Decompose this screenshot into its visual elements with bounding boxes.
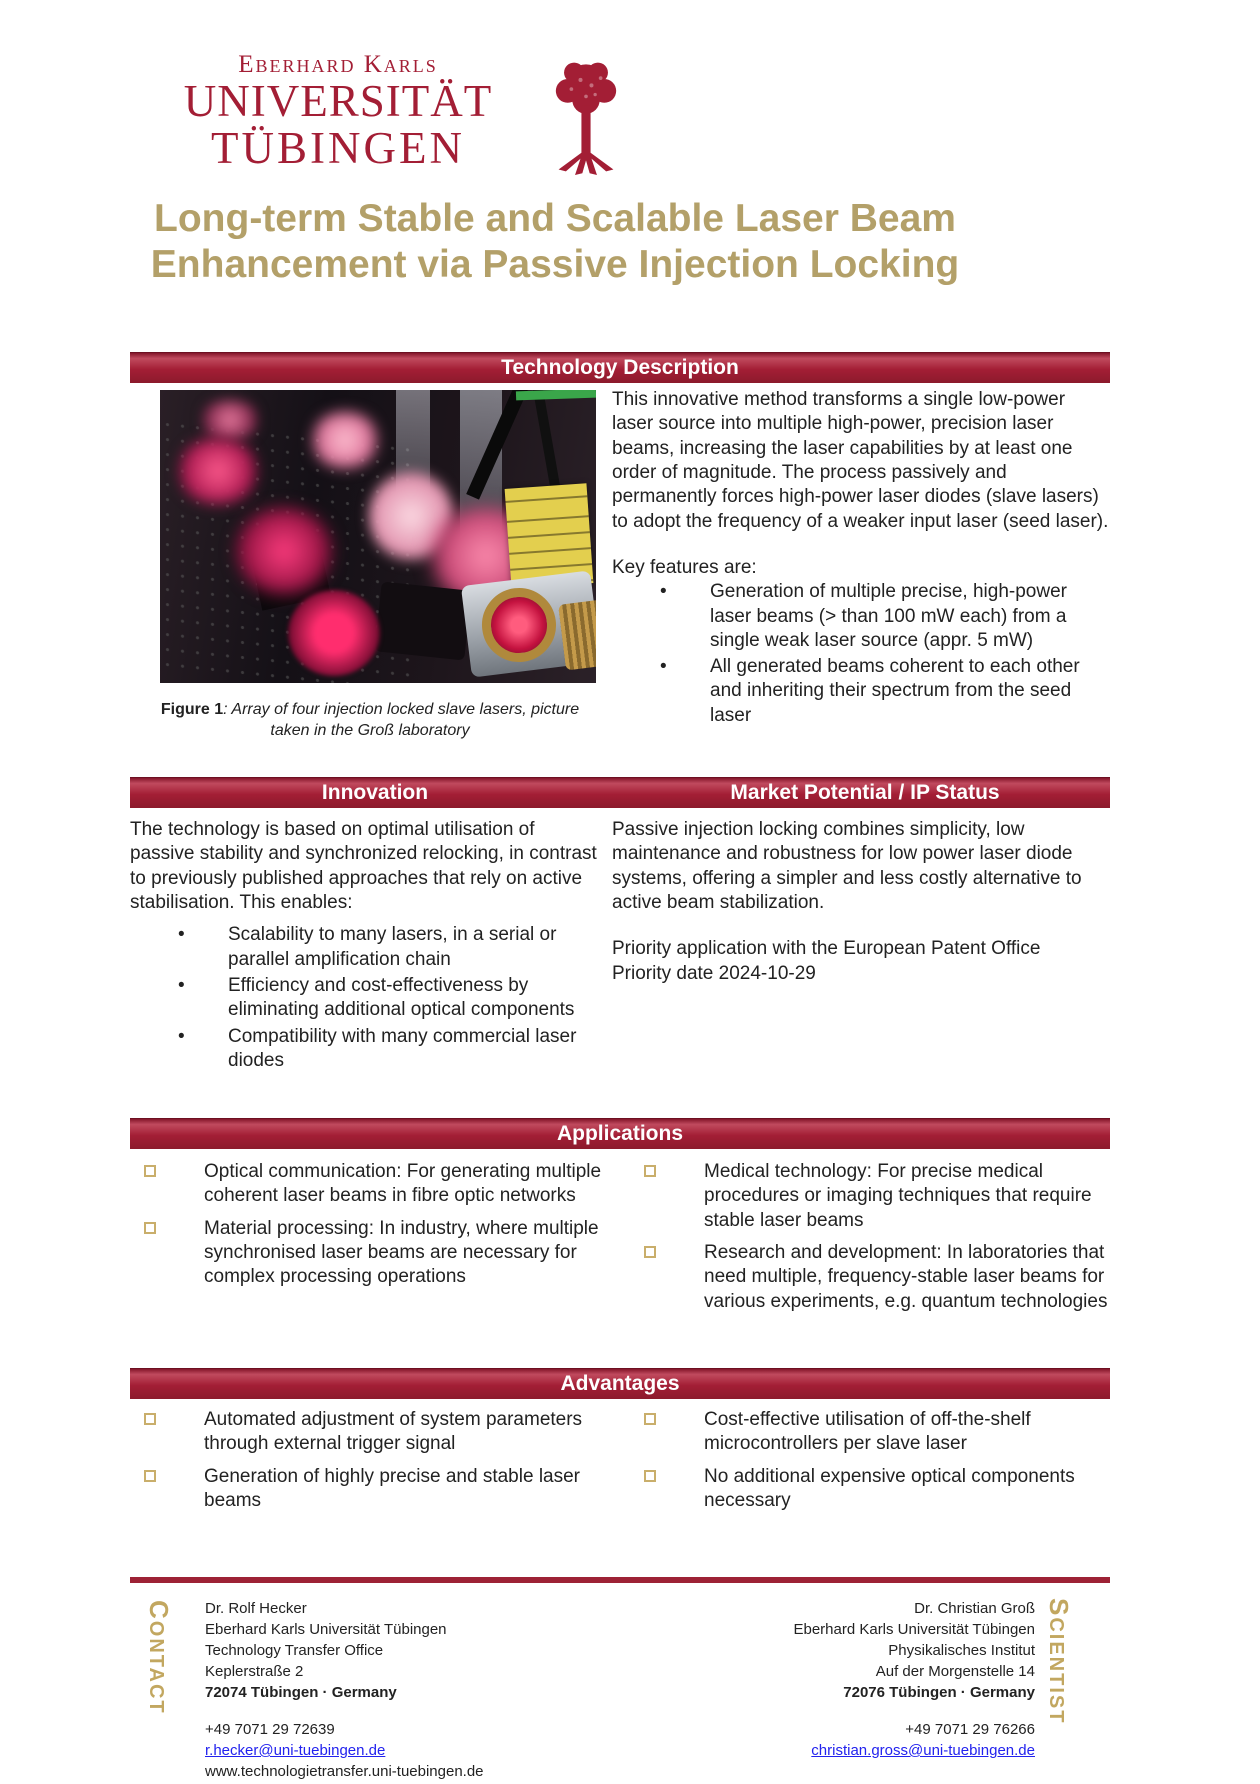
- key-features-label: Key features are:: [612, 556, 757, 578]
- bullet-icon: •: [660, 656, 667, 678]
- list-item-text: Generation of multiple precise, high-power laser beams (> than 100 mW each) from a single weak laser source (appr. 5 mW): [710, 581, 1067, 651]
- market-paragraph: Passive injection locking combines simplicity, low maintenance and robustness for low power laser diode systems, offering a simpler and less costly alternative to active beam stabilization.: [612, 819, 1082, 913]
- key-features-list: [612, 580, 1110, 728]
- bullet-icon: •: [178, 974, 185, 996]
- contact-block: [205, 1598, 535, 1782]
- scientist-street: Auf der Morgenstelle 14: [875, 1663, 1035, 1680]
- figure-caption: [140, 700, 600, 742]
- contact-email-link[interactable]: r.hecker@uni-tuebingen.de: [205, 1742, 386, 1759]
- university-wordmark: [178, 52, 498, 171]
- split-banner-row: [130, 777, 1110, 808]
- glowing-lens: [288, 590, 380, 676]
- contact-vertical-label: CONTACT: [144, 1600, 174, 1715]
- bullet-icon: •: [178, 924, 185, 946]
- scientist-email-link[interactable]: christian.gross@uni-tuebingen.de: [811, 1742, 1035, 1759]
- list-item-text: Research and development: In laboratories that need multiple, frequency-stable laser beams for various experiments, e.g. quantum technologies: [704, 1241, 1108, 1312]
- square-bullet-icon: [644, 1470, 656, 1482]
- section-header-applications: Applications: [130, 1118, 1110, 1149]
- list-item: [630, 1160, 1110, 1233]
- list-item-text: No additional expensive optical components necessary: [704, 1465, 1075, 1511]
- square-bullet-icon: [144, 1470, 156, 1482]
- square-bullet-icon: [144, 1222, 156, 1234]
- list-item: [630, 1465, 1110, 1514]
- list-item-text: Medical technology: For precise medical procedures or imaging techniques that require stable laser beams: [704, 1161, 1092, 1231]
- innovation-list: [130, 923, 602, 1073]
- list-item-text: Generation of highly precise and stable laser beams: [204, 1465, 581, 1511]
- square-bullet-icon: [144, 1413, 156, 1425]
- innovation-paragraph: The technology is based on optimal utilisation of passive stability and synchronized relocking, in contrast to previously published approaches that rely on active stabilisation. This enables:: [130, 819, 597, 913]
- laser-glow: [310, 412, 380, 468]
- list-item-text: Optical communication: For generating multiple coherent laser beams in fibre optic networks: [204, 1161, 602, 1207]
- scientist-vertical-label: SCIENTIST: [1044, 1598, 1074, 1725]
- list-item-text: Cost-effective utilisation of off-the-shelf microcontrollers per slave laser: [704, 1409, 1031, 1455]
- contact-street: Keplerstraße 2: [205, 1663, 304, 1680]
- priority-application-line: Priority application with the European Patent Office: [612, 938, 1041, 960]
- wordmark-line-2: UNIVERSITÄT: [183, 76, 493, 126]
- optic-mount: [375, 581, 472, 660]
- scientist-name: Dr. Christian Groß: [914, 1600, 1035, 1617]
- list-item: [130, 1217, 608, 1290]
- contact-phone: +49 7071 29 72639: [205, 1721, 335, 1738]
- advantages-left-column: [130, 1408, 608, 1521]
- contact-dept: Technology Transfer Office: [205, 1642, 384, 1659]
- square-bullet-icon: [644, 1246, 656, 1258]
- bullet-icon: •: [178, 1025, 185, 1047]
- figure-caption-label: Figure 1: [160, 701, 224, 718]
- laser-glow: [236, 508, 332, 594]
- list-item: [630, 1408, 1110, 1457]
- innovation-column: [130, 818, 602, 1075]
- list-item: [130, 1025, 602, 1074]
- wordmark-line-3: TÜBINGEN: [211, 123, 465, 173]
- scientist-phone: +49 7071 29 76266: [905, 1721, 1035, 1738]
- applications-left-column: [130, 1160, 608, 1298]
- advantages-right-column: [630, 1408, 1110, 1521]
- list-item: [130, 1465, 608, 1514]
- contact-website: www.technologietransfer.uni-tuebingen.de: [205, 1763, 484, 1780]
- list-item: [130, 1408, 608, 1457]
- advantages-list-right: [630, 1408, 1110, 1513]
- list-item: [130, 923, 602, 972]
- list-item: [612, 655, 1110, 728]
- university-tree-logo-icon: [540, 58, 632, 186]
- square-bullet-icon: [144, 1165, 156, 1177]
- contact-name: Dr. Rolf Hecker: [205, 1600, 307, 1617]
- section-header-market: Market Potential / IP Status: [620, 777, 1110, 808]
- scientist-dept: Physikalisches Institut: [888, 1642, 1035, 1659]
- market-column: [612, 818, 1110, 986]
- wordmark-line-1: Eberhard Karls: [238, 51, 438, 78]
- list-item: [130, 974, 602, 1023]
- section-header-innovation: Innovation: [130, 777, 620, 808]
- applications-list-right: [630, 1160, 1110, 1314]
- scientist-city: 72076 Tübingen · Germany: [843, 1684, 1035, 1701]
- technology-text-column: [612, 388, 1110, 730]
- figure-caption-text: : Array of four injection locked slave lasers, picture taken in the Groß laboratory: [223, 701, 580, 739]
- technology-paragraph: This innovative method transforms a single low-power laser source into multiple high-power, precision laser beams, increasing the laser capabilities by at least one order of magnitude. The process passively and permanently forces high-power laser diodes (slave lasers) to adopt the frequency of a weaker input laser (seed laser).: [612, 389, 1109, 532]
- list-item-text: All generated beams coherent to each other and inheriting their spectrum from the seed laser: [710, 656, 1080, 726]
- list-item-text: Efficiency and cost-effectiveness by eliminating additional optical components: [228, 974, 575, 1021]
- laser-glow: [178, 438, 258, 504]
- list-item-text: Compatibility with many commercial laser diodes: [228, 1025, 577, 1071]
- contact-city: 72074 Tübingen · Germany: [205, 1684, 397, 1701]
- section-header-advantages: Advantages: [130, 1368, 1110, 1399]
- priority-date-line: Priority date 2024-10-29: [612, 962, 816, 984]
- list-item-text: Material processing: In industry, where multiple synchronised laser beams are necessary for complex processing operations: [204, 1217, 599, 1288]
- bullet-icon: •: [660, 581, 667, 603]
- list-item: [130, 1160, 608, 1209]
- page-title: Long-term Stable and Scalable Laser Beam Enhancement via Passive Injection Locking: [150, 197, 960, 287]
- scientist-org: Eberhard Karls Universität Tübingen: [793, 1621, 1035, 1638]
- contact-org: Eberhard Karls Universität Tübingen: [205, 1621, 447, 1638]
- section-header-technology: Technology Description: [130, 352, 1110, 383]
- applications-right-column: [630, 1160, 1110, 1322]
- list-item: [612, 580, 1110, 653]
- figure-1-lab-photo: [160, 390, 596, 683]
- spacer: [205, 1703, 535, 1719]
- laser-glow: [200, 400, 260, 440]
- square-bullet-icon: [644, 1413, 656, 1425]
- footer-divider: [130, 1577, 1110, 1583]
- applications-list-left: [130, 1160, 608, 1290]
- list-item-text: Scalability to many lasers, in a serial or parallel amplification chain: [228, 924, 557, 970]
- square-bullet-icon: [644, 1165, 656, 1177]
- scientist-block: [700, 1598, 1035, 1761]
- list-item-text: Automated adjustment of system parameters through external trigger signal: [204, 1409, 583, 1455]
- list-item: [630, 1241, 1110, 1314]
- spacer: [700, 1703, 1035, 1719]
- green-strip: [516, 390, 596, 400]
- advantages-list-left: [130, 1408, 608, 1513]
